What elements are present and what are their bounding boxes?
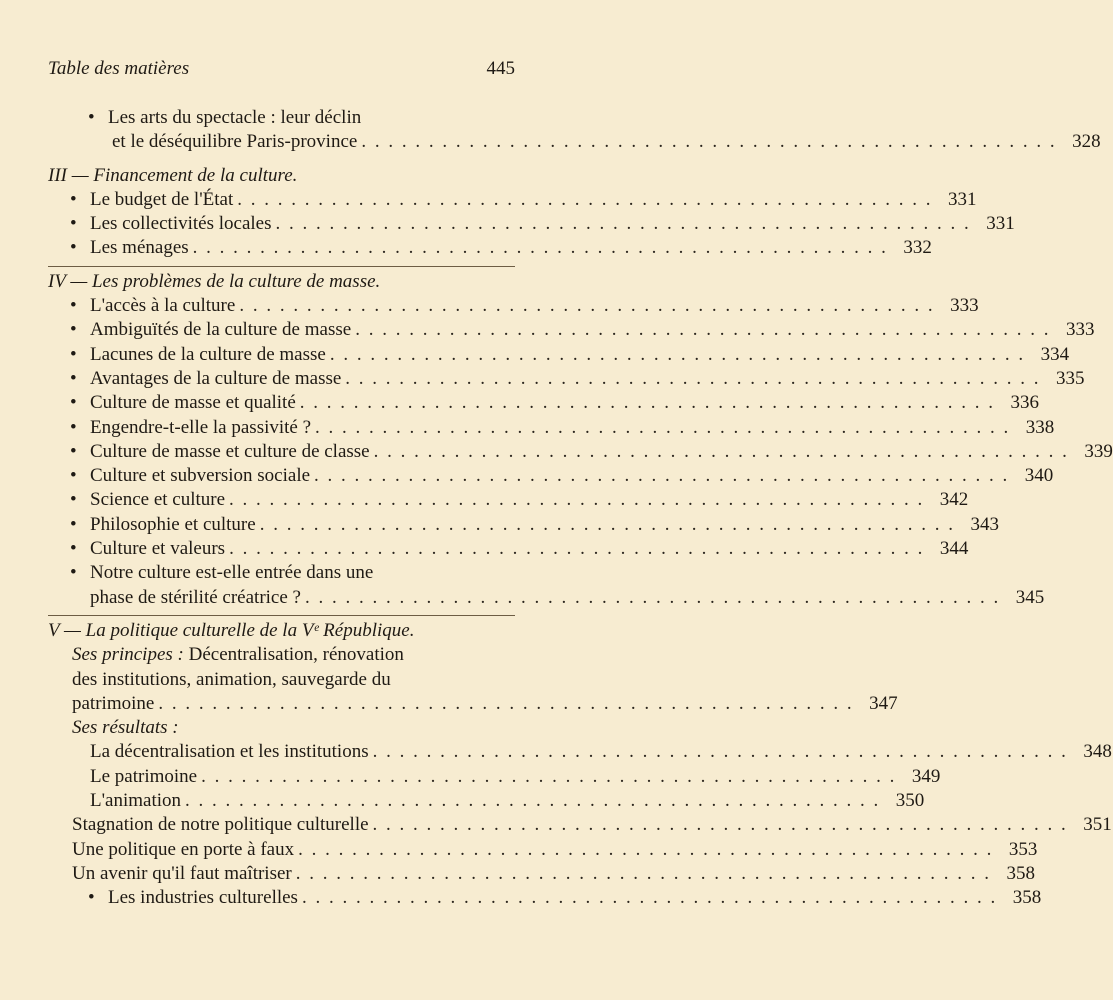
- running-head-page-number: 445: [486, 58, 515, 79]
- dot-leader: . . . . . . . . . . . . . . . . . . . . . . . . . . . . . . . . . . . . . . . . . . . . . . . . . . . .: [201, 765, 897, 787]
- toc-entry-text: Culture de masse et qualité: [90, 392, 296, 414]
- toc-page-number: 358: [1012, 887, 1042, 909]
- toc-page-number: 347: [869, 692, 898, 714]
- toc-entry: [0, 643, 620, 667]
- bullet-icon: •: [70, 237, 77, 259]
- toc-entry: [0, 838, 1038, 862]
- toc-page-number: 331: [947, 188, 977, 210]
- toc-entry: [0, 367, 1085, 391]
- dot-leader: . . . . . . . . . . . . . . . . . . . . . . . . . . . . . . . . . . . . . . . . . . . . . . . . . . . .: [329, 343, 1026, 365]
- toc-entry-text: Culture et valeurs: [90, 538, 226, 560]
- toc-entry: [0, 318, 1095, 342]
- bullet-icon: •: [70, 513, 77, 535]
- bullet-icon: •: [88, 887, 95, 909]
- toc-page-number: 358: [1006, 862, 1035, 884]
- toc-entry-text: des institutions, animation, sauvegarde du: [72, 668, 391, 690]
- toc-section-heading: [0, 164, 620, 188]
- bullet-icon: •: [70, 416, 77, 438]
- toc-entry-text: Culture et subversion sociale: [90, 465, 311, 487]
- dot-leader: . . . . . . . . . . . . . . . . . . . . . . . . . . . . . . . . . . . . . . . . . . . . . . . . . . . .: [237, 188, 933, 210]
- toc-section-heading: [0, 270, 620, 294]
- toc-page-number: 335: [1056, 367, 1085, 389]
- toc-page-number: 351: [1083, 814, 1112, 836]
- toc-entry: [0, 513, 999, 537]
- dot-leader: . . . . . . . . . . . . . . . . . . . . . . . . . . . . . . . . . . . . . . . . . . . . . . . . . . . .: [361, 131, 1057, 153]
- toc-page-number: 349: [911, 765, 941, 787]
- toc-entry-text: Ambiguïtés de la culture de masse: [90, 319, 352, 341]
- toc-heading-text: V — La politique culturelle de la Vᵉ République.: [48, 619, 415, 641]
- dot-leader: . . . . . . . . . . . . . . . . . . . . . . . . . . . . . . . . . . . . . . . . . . . . . . . . . . . .: [355, 319, 1051, 341]
- toc-entry: [0, 886, 1042, 910]
- dot-leader: . . . . . . . . . . . . . . . . . . . . . . . . . . . . . . . . . . . . . . . . . . . . . . . . . . . .: [229, 538, 925, 560]
- table-of-contents: [0, 106, 1113, 911]
- bullet-icon: •: [70, 213, 77, 235]
- bullet-icon: •: [70, 538, 77, 560]
- toc-entry: [0, 294, 979, 318]
- toc-entry-text: Le patrimoine: [90, 765, 198, 787]
- toc-entry: [0, 440, 1113, 464]
- toc-entry: [0, 537, 969, 561]
- dot-leader: . . . . . . . . . . . . . . . . . . . . . . . . . . . . . . . . . . . . . . . . . . . . . . . . . . . .: [345, 367, 1041, 389]
- toc-entry-text: Les arts du spectacle : leur déclin: [108, 107, 362, 128]
- toc-page-number: 340: [1024, 465, 1054, 487]
- dot-leader: . . . . . . . . . . . . . . . . . . . . . . . . . . . . . . . . . . . . . . . . . . . . . . . . . . . .: [275, 213, 971, 235]
- toc-entry-text: Avantages de la culture de masse: [90, 367, 342, 389]
- toc-entry: [0, 416, 1055, 440]
- toc-page-number: 333: [1065, 319, 1095, 341]
- bullet-icon: •: [70, 319, 77, 341]
- toc-entry: [0, 464, 1054, 488]
- toc-page-number: 338: [1025, 416, 1055, 438]
- toc-page-number: 348: [1083, 741, 1112, 763]
- toc-entry: [0, 236, 932, 260]
- toc-sublabel-text: Ses principes :: [72, 644, 184, 666]
- section-divider: [48, 615, 515, 616]
- dot-leader: . . . . . . . . . . . . . . . . . . . . . . . . . . . . . . . . . . . . . . . . . . . . . . . . . . . .: [373, 440, 1069, 462]
- dot-leader: . . . . . . . . . . . . . . . . . . . . . . . . . . . . . . . . . . . . . . . . . . . . . . . . . . . .: [298, 838, 994, 860]
- toc-entry: [0, 391, 1040, 415]
- dot-leader: . . . . . . . . . . . . . . . . . . . . . . . . . . . . . . . . . . . . . . . . . . . . . . . . . . . .: [185, 790, 881, 812]
- dot-leader: . . . . . . . . . . . . . . . . . . . . . . . . . . . . . . . . . . . . . . . . . . . . . . . . . . . .: [239, 295, 935, 317]
- toc-entry: [0, 212, 1015, 236]
- toc-page-number: 344: [939, 538, 969, 560]
- bullet-icon: •: [70, 440, 77, 462]
- toc-entry-text: Notre culture est-elle entrée dans une: [90, 562, 374, 584]
- toc-entry-text: Les industries culturelles: [108, 887, 298, 909]
- toc-section-heading: [0, 619, 620, 643]
- toc-entry: [0, 488, 969, 512]
- toc-entry: [0, 862, 1035, 886]
- toc-entry-text: Les ménages: [90, 237, 189, 259]
- toc-page-number: 336: [1010, 392, 1040, 414]
- toc-page-number: 342: [939, 489, 969, 511]
- toc-page-number: 331: [986, 213, 1015, 235]
- toc-entry-text: Le budget de l'État: [90, 188, 234, 210]
- dot-leader: . . . . . . . . . . . . . . . . . . . . . . . . . . . . . . . . . . . . . . . . . . . . . . . . . . . .: [158, 692, 854, 714]
- toc-page-number: 332: [903, 237, 932, 259]
- toc-heading-text: IV — Les problèmes de la culture de masse.: [48, 270, 381, 292]
- dot-leader: . . . . . . . . . . . . . . . . . . . . . . . . . . . . . . . . . . . . . . . . . . . . . . . . . . . .: [259, 513, 955, 535]
- bullet-icon: •: [70, 562, 77, 584]
- toc-sublabel: [0, 716, 620, 740]
- toc-page-number: 328: [1072, 131, 1101, 153]
- toc-page-number: 350: [895, 790, 925, 812]
- toc-entry: [0, 106, 620, 130]
- toc-entry: [0, 765, 941, 789]
- dot-leader: . . . . . . . . . . . . . . . . . . . . . . . . . . . . . . . . . . . . . . . . . . . . . . . . . . . .: [301, 887, 998, 909]
- dot-leader: . . . . . . . . . . . . . . . . . . . . . . . . . . . . . . . . . . . . . . . . . . . . . . . . . . . .: [299, 392, 996, 414]
- toc-entry-text: L'accès à la culture: [90, 295, 236, 317]
- toc-page-number: 353: [1008, 838, 1038, 860]
- toc-entry-text: Stagnation de notre politique culturelle: [72, 814, 369, 836]
- dot-leader: . . . . . . . . . . . . . . . . . . . . . . . . . . . . . . . . . . . . . . . . . . . . . . . . . . . .: [372, 814, 1068, 836]
- dot-leader: . . . . . . . . . . . . . . . . . . . . . . . . . . . . . . . . . . . . . . . . . . . . . . . . . . . .: [372, 741, 1068, 763]
- running-head: [48, 58, 515, 80]
- toc-page-number: 339: [1084, 440, 1113, 462]
- toc-page-number: 333: [950, 295, 979, 317]
- running-head-title: Table des matières: [48, 58, 190, 79]
- toc-page-number: 343: [970, 513, 999, 535]
- toc-entry: [0, 668, 620, 692]
- dot-leader: . . . . . . . . . . . . . . . . . . . . . . . . . . . . . . . . . . . . . . . . . . . . . . . . . . . .: [315, 416, 1011, 438]
- bullet-icon: •: [70, 392, 77, 414]
- toc-entry: [0, 692, 898, 716]
- toc-entry-text: L'animation: [90, 790, 182, 812]
- toc-sublabel-text: Ses résultats :: [72, 717, 179, 739]
- toc-entry: [0, 740, 1112, 764]
- toc-entry-text: Les collectivités locales: [90, 213, 272, 235]
- dot-leader: . . . . . . . . . . . . . . . . . . . . . . . . . . . . . . . . . . . . . . . . . . . . . . . . . . . .: [314, 465, 1010, 487]
- toc-entry-text: Engendre-t-elle la passivité ?: [90, 416, 312, 438]
- toc-entry-text: phase de stérilité créatrice ?: [90, 586, 301, 608]
- bullet-icon: •: [70, 465, 77, 487]
- dot-leader: . . . . . . . . . . . . . . . . . . . . . . . . . . . . . . . . . . . . . . . . . . . . . . . . . . . .: [305, 586, 1001, 608]
- bullet-icon: •: [70, 188, 77, 210]
- toc-entry: [0, 343, 1070, 367]
- bullet-icon: •: [70, 295, 77, 317]
- bullet-icon: •: [70, 367, 77, 389]
- toc-heading-text: III — Financement de la culture.: [48, 164, 298, 186]
- toc-entry-text: Lacunes de la culture de masse: [90, 343, 326, 365]
- toc-entry-text: La décentralisation et les institutions: [90, 741, 369, 763]
- dot-leader: . . . . . . . . . . . . . . . . . . . . . . . . . . . . . . . . . . . . . . . . . . . . . . . . . . . .: [295, 862, 991, 884]
- toc-entry-text: Un avenir qu'il faut maîtriser: [72, 862, 292, 884]
- toc-entry-text: Décentralisation, rénovation: [183, 644, 404, 666]
- toc-entry-text: patrimoine: [72, 692, 155, 714]
- toc-entry: [0, 561, 620, 585]
- dot-leader: . . . . . . . . . . . . . . . . . . . . . . . . . . . . . . . . . . . . . . . . . . . . . . . . . . . .: [229, 489, 925, 511]
- toc-entry-text: et le déséquilibre Paris-province: [112, 131, 358, 153]
- toc-entry: [0, 586, 1045, 610]
- toc-page-number: 334: [1040, 343, 1070, 365]
- dot-leader: . . . . . . . . . . . . . . . . . . . . . . . . . . . . . . . . . . . . . . . . . . . . . . . . . . . .: [192, 237, 888, 259]
- bullet-icon: •: [88, 107, 95, 128]
- bullet-icon: •: [70, 489, 77, 511]
- toc-page-number: 345: [1015, 586, 1045, 608]
- section-divider: [48, 266, 515, 267]
- toc-entry: [0, 789, 925, 813]
- toc-entry: [0, 130, 1101, 154]
- toc-entry: [0, 813, 1112, 837]
- toc-entry-text: Culture de masse et culture de classe: [90, 440, 370, 462]
- toc-entry-text: Science et culture: [90, 489, 226, 511]
- toc-entry: [0, 188, 977, 212]
- bullet-icon: •: [70, 343, 77, 365]
- toc-entry-text: Philosophie et culture: [90, 513, 256, 535]
- toc-entry-text: Une politique en porte à faux: [72, 838, 295, 860]
